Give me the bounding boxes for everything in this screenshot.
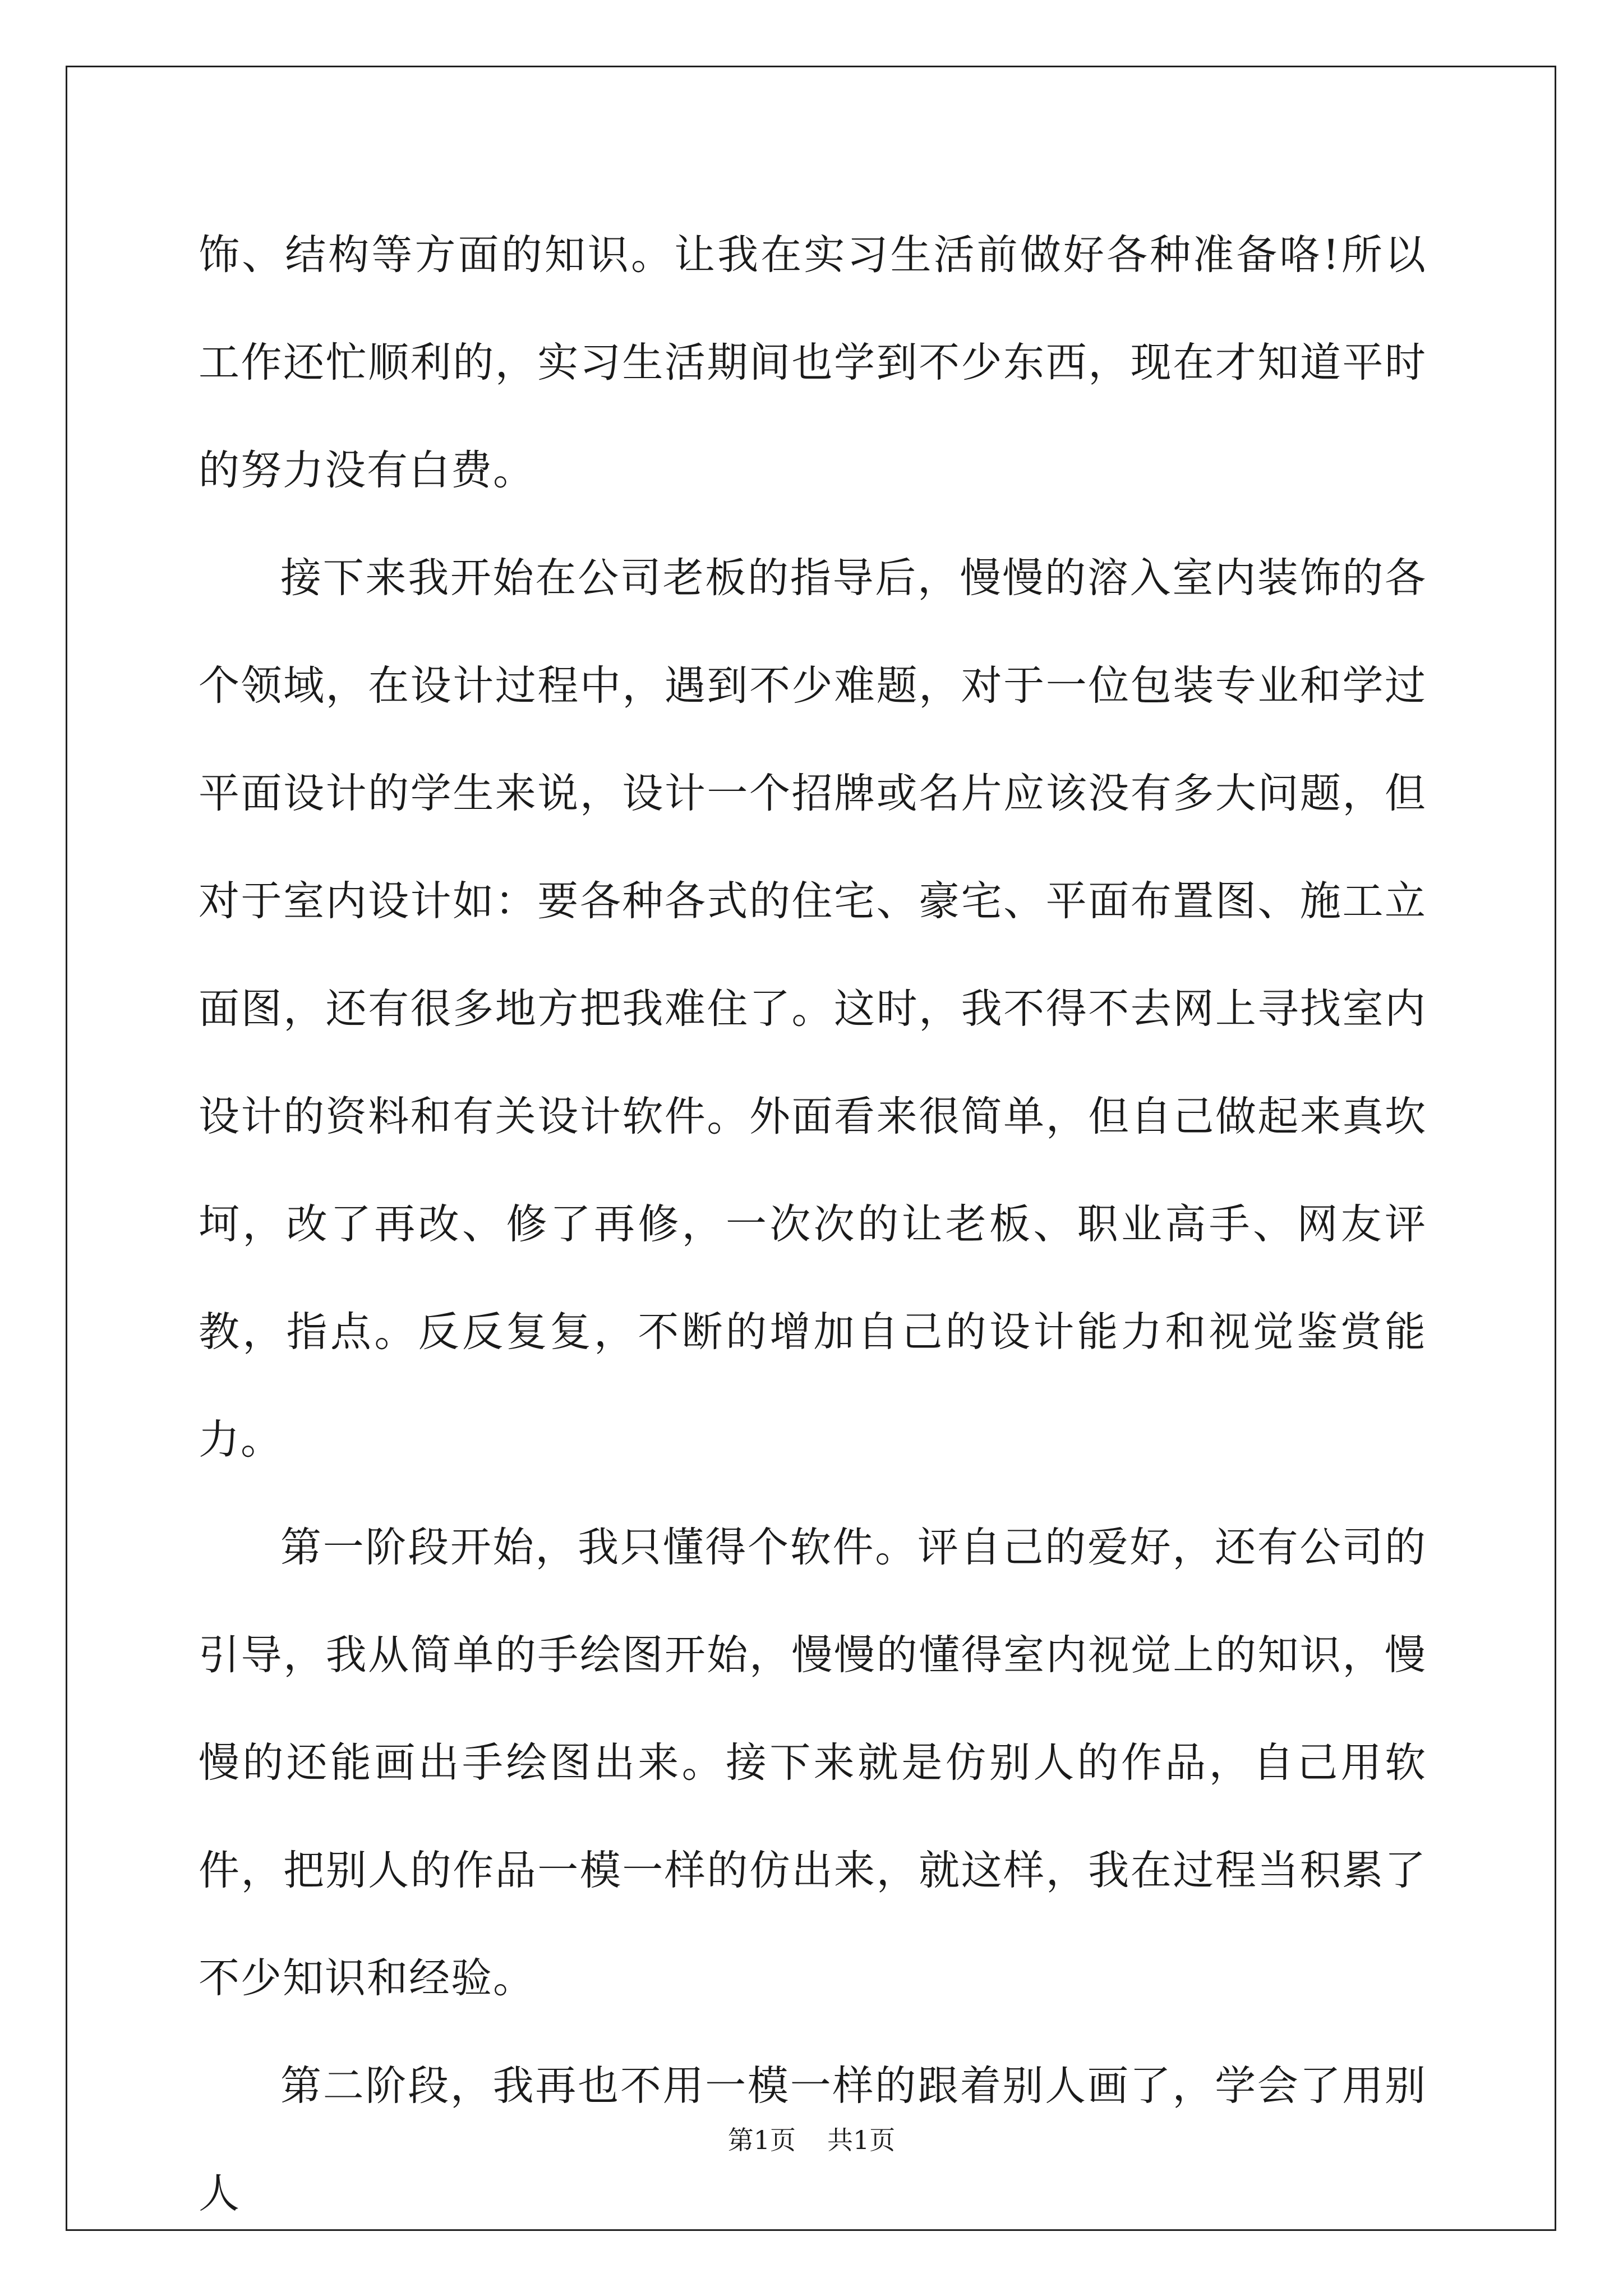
- document-body: [199, 201, 1427, 2248]
- paragraph-3: 第一阶段开始，我只懂得个软件。评自己的爱好，还有公司的引导，我从简单的手绘图开始，慢慢的懂得室内视觉上的知识，慢慢的还能画出手绘图出来。接下来就是仿别人的作品，自己用软件，把别人的作品一模一样的仿出来，就这样，我在过程当积累了不少知识和经验。: [199, 1524, 1427, 2002]
- paragraph-2: 接下来我开始在公司老板的指导后，慢慢的溶入室内装饰的各个领域，在设计过程中，遇到不少难题，对于一位包装专业和学过平面设计的学生来说，设计一个招牌或名片应该没有多大问题，但对于室内设计如：要各种各式的住宅、豪宅、平面布置图、施工立面图，还有很多地方把我难住了。这时，我不得不去网上寻找室内设计的资料和有关设计软件。外面看来很简单，但自己做起来真坎坷，改了再改、修了再修，一次次的让老板、职业高手、网友评教，指点。反反复复，不断的增加自己的设计能力和视觉鉴赏能力。: [199, 554, 1427, 1464]
- paragraph-4: 第二阶段，我再也不用一模一样的跟着别人画了，学会了用别人: [199, 2062, 1427, 2217]
- page-total: 共1页: [827, 2125, 896, 2155]
- page-footer: [0, 2120, 1623, 2157]
- paragraph-1: 饰、结构等方面的知识。让我在实习生活前做好各种准备咯!所以工作还忙顺利的，实习生活期间也学到不少东西，现在才知道平时的努力没有白费。: [199, 231, 1427, 494]
- page-number: 第1页: [727, 2125, 796, 2155]
